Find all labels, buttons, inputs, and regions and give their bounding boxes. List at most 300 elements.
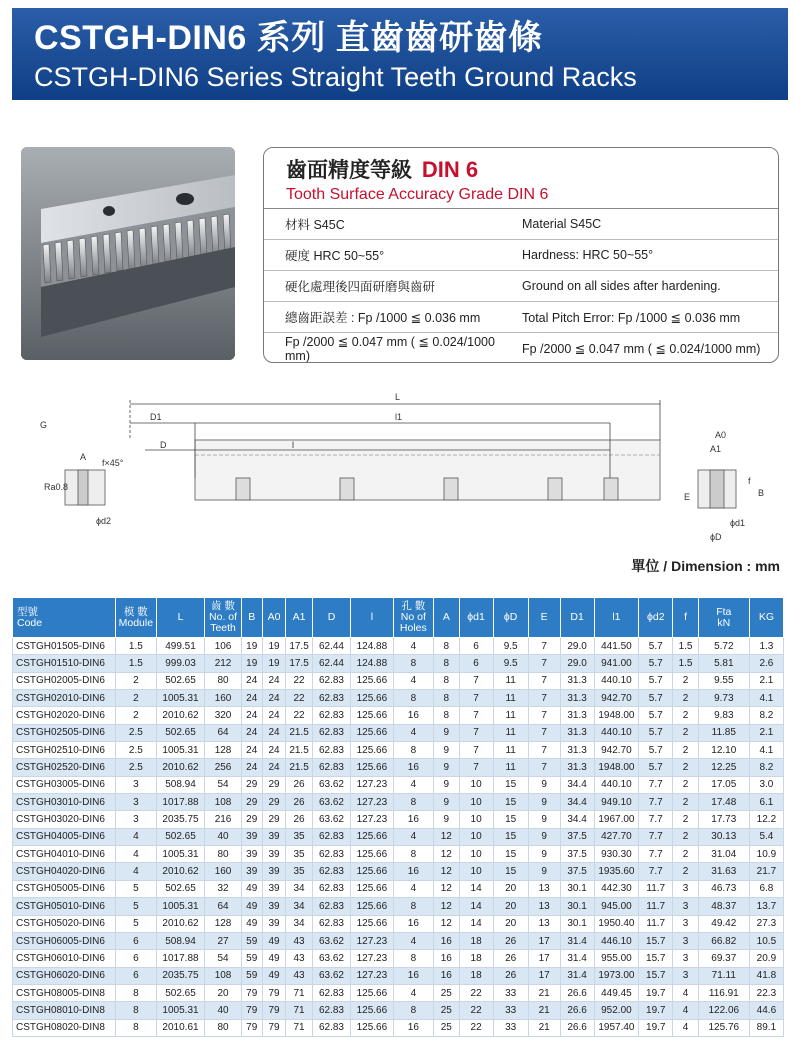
table-cell: 20.9 — [749, 950, 783, 967]
table-cell: 2 — [673, 690, 699, 707]
product-code-cell: CSTGH02005-DIN6 — [13, 672, 116, 689]
table-cell: 22 — [459, 1002, 493, 1019]
dim-fx45: f×45° — [102, 458, 124, 468]
table-cell: 7 — [528, 707, 560, 724]
table-cell: 440.10 — [594, 724, 639, 741]
table-cell: 63.62 — [312, 932, 350, 949]
table-cell: 26 — [493, 950, 528, 967]
table-cell: 9 — [528, 811, 560, 828]
table-cell: 71 — [286, 1019, 313, 1036]
table-cell: 33 — [493, 1002, 528, 1019]
table-cell: 2035.75 — [156, 967, 205, 984]
product-code-cell: CSTGH03020-DIN6 — [13, 811, 116, 828]
dim-A: A — [80, 452, 87, 462]
table-cell: 62.83 — [312, 742, 350, 759]
table-cell: 9 — [528, 863, 560, 880]
table-cell: 16 — [393, 967, 433, 984]
spec-zh: Fp /2000 ≦ 0.047 mm ( ≦ 0.024/1000 mm) — [285, 335, 495, 363]
table-cell: 26 — [493, 967, 528, 984]
table-cell: 3 — [116, 811, 156, 828]
table-row — [13, 690, 784, 707]
table-cell: 31.3 — [560, 759, 594, 776]
table-cell: 17 — [528, 932, 560, 949]
table-cell: 48.37 — [698, 898, 749, 915]
table-cell: 2 — [673, 707, 699, 724]
table-cell: 5.7 — [639, 655, 673, 672]
table-cell: 12 — [434, 828, 460, 845]
table-cell: 6 — [459, 638, 493, 655]
column-header — [262, 598, 285, 638]
table-cell: 11 — [493, 742, 528, 759]
table-cell: 8 — [116, 1019, 156, 1036]
column-header — [156, 598, 205, 638]
column-header-en: E — [540, 611, 548, 623]
table-cell: 1005.31 — [156, 742, 205, 759]
grade-din: DIN 6 — [421, 157, 479, 182]
table-cell: 22.3 — [749, 984, 783, 1001]
table-cell: 31.4 — [560, 950, 594, 967]
table-cell: 13 — [528, 915, 560, 932]
table-cell: 2.5 — [116, 759, 156, 776]
table-cell: 8 — [434, 638, 460, 655]
table-cell: 63.62 — [312, 776, 350, 793]
table-cell: 2 — [116, 690, 156, 707]
column-header-en: ϕd2 — [646, 611, 665, 623]
table-cell: 63.62 — [312, 950, 350, 967]
table-row — [13, 672, 784, 689]
table-cell: 955.00 — [594, 950, 639, 967]
table-cell: 449.45 — [594, 984, 639, 1001]
table-cell: 5.7 — [639, 759, 673, 776]
table-cell: 8 — [393, 950, 433, 967]
table-cell: 17 — [528, 967, 560, 984]
product-code-cell: CSTGH06020-DIN6 — [13, 967, 116, 984]
table-cell: 49 — [262, 967, 285, 984]
table-cell: 14 — [459, 898, 493, 915]
column-header — [13, 598, 116, 638]
table-cell: 125.66 — [351, 759, 394, 776]
table-cell: 14 — [459, 880, 493, 897]
table-row — [13, 967, 784, 984]
table-cell: 62.44 — [312, 655, 350, 672]
table-cell: 508.94 — [156, 776, 205, 793]
table-cell: 2 — [673, 811, 699, 828]
table-cell: 12 — [434, 846, 460, 863]
spec-en: Hardness: HRC 50~55° — [522, 248, 654, 262]
product-code-cell: CSTGH08005-DIN8 — [13, 984, 116, 1001]
table-cell: 39 — [262, 898, 285, 915]
table-cell: 16 — [434, 950, 460, 967]
table-cell: 7 — [528, 724, 560, 741]
spec-row — [264, 302, 778, 333]
table-cell: 62.83 — [312, 880, 350, 897]
table-cell: 31.63 — [698, 863, 749, 880]
table-cell: 125.66 — [351, 672, 394, 689]
table-cell: 16 — [434, 932, 460, 949]
table-cell: 125.66 — [351, 1002, 394, 1019]
table-cell: 11 — [493, 724, 528, 741]
product-code-cell: CSTGH02010-DIN6 — [13, 690, 116, 707]
spec-en: Total Pitch Error: Fp /1000 ≦ 0.036 mm — [522, 310, 741, 325]
table-row — [13, 950, 784, 967]
table-cell: 3 — [673, 898, 699, 915]
table-cell: 5.7 — [639, 638, 673, 655]
table-cell: 2.1 — [749, 724, 783, 741]
column-header — [241, 598, 262, 638]
table-cell: 21 — [528, 1019, 560, 1036]
table-cell: 5.7 — [639, 707, 673, 724]
table-cell: 22 — [459, 1019, 493, 1036]
column-header-en: ϕD — [503, 611, 518, 623]
table-cell: 22 — [459, 984, 493, 1001]
column-header — [434, 598, 460, 638]
table-cell: 29 — [241, 811, 262, 828]
ra-note: Ra0.8 — [44, 482, 69, 492]
table-body — [13, 638, 784, 1037]
table-cell: 15.7 — [639, 932, 673, 949]
table-cell: 2035.75 — [156, 811, 205, 828]
table-cell: 4 — [673, 984, 699, 1001]
table-cell: 499.51 — [156, 638, 205, 655]
table-cell: 20 — [493, 898, 528, 915]
table-cell: 1973.00 — [594, 967, 639, 984]
table-cell: 2 — [116, 672, 156, 689]
table-cell: 8 — [434, 672, 460, 689]
table-cell: 62.83 — [312, 690, 350, 707]
column-header — [673, 598, 699, 638]
table-cell: 29 — [262, 776, 285, 793]
table-cell: 31.04 — [698, 846, 749, 863]
table-cell: 79 — [262, 1019, 285, 1036]
table-row — [13, 776, 784, 793]
table-cell: 1935.60 — [594, 863, 639, 880]
product-code-cell: CSTGH05010-DIN6 — [13, 898, 116, 915]
table-cell: 9 — [434, 776, 460, 793]
table-cell: 19 — [262, 655, 285, 672]
table-cell: 3.0 — [749, 776, 783, 793]
table-cell: 49 — [241, 898, 262, 915]
table-cell: 25 — [434, 984, 460, 1001]
table-cell: 21.5 — [286, 742, 313, 759]
table-cell: 1.5 — [116, 655, 156, 672]
dim-l1: l1 — [395, 412, 403, 422]
table-cell: 2 — [673, 846, 699, 863]
table-cell: 18 — [459, 932, 493, 949]
dim-D1: D1 — [150, 412, 162, 422]
table-cell: 1.5 — [673, 638, 699, 655]
table-cell: 502.65 — [156, 828, 205, 845]
table-cell: 24 — [262, 707, 285, 724]
table-cell: 26 — [286, 776, 313, 793]
table-cell: 62.83 — [312, 1002, 350, 1019]
table-cell: 21.7 — [749, 863, 783, 880]
table-cell: 942.70 — [594, 690, 639, 707]
table-cell: 6 — [116, 950, 156, 967]
table-cell: 15 — [493, 811, 528, 828]
table-cell: 12.25 — [698, 759, 749, 776]
table-cell: 22 — [286, 690, 313, 707]
table-cell: 7 — [459, 742, 493, 759]
table-cell: 29.0 — [560, 655, 594, 672]
table-cell: 24 — [241, 672, 262, 689]
table-cell: 125.76 — [698, 1019, 749, 1036]
table-cell: 8 — [393, 1002, 433, 1019]
column-header — [560, 598, 594, 638]
table-cell: 442.30 — [594, 880, 639, 897]
datum-g: G — [40, 420, 48, 430]
table-cell: 62.83 — [312, 672, 350, 689]
dim-d2: ϕd2 — [96, 516, 112, 526]
table-cell: 8 — [116, 1002, 156, 1019]
table-cell: 12 — [434, 863, 460, 880]
column-header-en: l — [370, 611, 374, 623]
table-row — [13, 655, 784, 672]
column-header-zh: Fta — [716, 605, 732, 618]
table-cell: 18 — [459, 967, 493, 984]
table-cell: 124.88 — [351, 655, 394, 672]
table-cell: 4.1 — [749, 742, 783, 759]
table-cell: 3 — [673, 967, 699, 984]
column-header-en: ϕd1 — [467, 611, 485, 623]
spec-en: Ground on all sides after hardening. — [522, 279, 721, 293]
table-cell: 427.70 — [594, 828, 639, 845]
table-cell: 8 — [393, 690, 433, 707]
table-cell: 945.00 — [594, 898, 639, 915]
table-cell: 11.7 — [639, 915, 673, 932]
product-code-cell: CSTGH03010-DIN6 — [13, 794, 116, 811]
table-cell: 7 — [528, 742, 560, 759]
table-cell: 8 — [434, 655, 460, 672]
table-cell: 160 — [205, 690, 241, 707]
dim-B: B — [758, 488, 765, 498]
table-cell: 9.73 — [698, 690, 749, 707]
column-header — [116, 598, 156, 638]
table-cell: 31.3 — [560, 707, 594, 724]
table-cell: 15 — [493, 776, 528, 793]
table-cell: 15 — [493, 846, 528, 863]
table-cell: 39 — [241, 828, 262, 845]
table-cell: 1.3 — [749, 638, 783, 655]
table-cell: 930.30 — [594, 846, 639, 863]
table-cell: 7 — [528, 638, 560, 655]
table-cell: 122.06 — [698, 1002, 749, 1019]
table-cell: 8 — [393, 742, 433, 759]
table-cell: 125.66 — [351, 863, 394, 880]
table-cell: 62.83 — [312, 898, 350, 915]
table-cell: 21.5 — [286, 759, 313, 776]
table-cell: 63.62 — [312, 794, 350, 811]
table-cell: 39 — [262, 880, 285, 897]
table-cell: 125.66 — [351, 880, 394, 897]
table-cell: 4 — [673, 1002, 699, 1019]
table-cell: 7 — [459, 707, 493, 724]
table-cell: 12.10 — [698, 742, 749, 759]
table-cell: 952.00 — [594, 1002, 639, 1019]
table-cell: 4 — [393, 984, 433, 1001]
table-row — [13, 846, 784, 863]
table-cell: 11.7 — [639, 880, 673, 897]
table-cell: 31.4 — [560, 932, 594, 949]
table-cell: 125.66 — [351, 984, 394, 1001]
table-cell: 37.5 — [560, 828, 594, 845]
table-row — [13, 707, 784, 724]
table-cell: 4 — [116, 846, 156, 863]
table-cell: 5.7 — [639, 742, 673, 759]
column-header — [459, 598, 493, 638]
column-header-en: D1 — [570, 611, 584, 623]
table-cell: 37.5 — [560, 863, 594, 880]
table-row — [13, 638, 784, 655]
column-header — [594, 598, 639, 638]
table-cell: 62.83 — [312, 724, 350, 741]
table-cell: 34 — [286, 898, 313, 915]
table-cell: 15.7 — [639, 967, 673, 984]
table-cell: 80 — [205, 1019, 241, 1036]
table-cell: 64 — [205, 724, 241, 741]
table-row — [13, 724, 784, 741]
table-cell: 125.66 — [351, 915, 394, 932]
column-header-en: A — [442, 611, 450, 623]
spec-row — [264, 240, 778, 271]
table-cell: 108 — [205, 794, 241, 811]
table-cell: 9 — [528, 846, 560, 863]
dim-A0: A0 — [715, 430, 727, 440]
table-cell: 37.5 — [560, 846, 594, 863]
table-cell: 1967.00 — [594, 811, 639, 828]
table-cell: 17.5 — [286, 638, 313, 655]
column-header-en: A0 — [267, 611, 281, 623]
table-cell: 62.83 — [312, 846, 350, 863]
table-cell: 125.66 — [351, 742, 394, 759]
column-header — [493, 598, 528, 638]
table-cell: 9.5 — [493, 655, 528, 672]
table-cell: 2.5 — [116, 742, 156, 759]
table-row — [13, 828, 784, 845]
table-cell: 441.50 — [594, 638, 639, 655]
table-cell: 24 — [262, 690, 285, 707]
table-cell: 440.10 — [594, 672, 639, 689]
column-header — [312, 598, 350, 638]
table-cell: 21 — [528, 984, 560, 1001]
table-cell: 2 — [673, 794, 699, 811]
table-cell: 127.23 — [351, 967, 394, 984]
column-header — [639, 598, 673, 638]
table-cell: 7 — [459, 759, 493, 776]
table-cell: 3 — [673, 915, 699, 932]
table-row — [13, 811, 784, 828]
table-cell: 12.2 — [749, 811, 783, 828]
product-code-cell: CSTGH04020-DIN6 — [13, 863, 116, 880]
table-cell: 440.10 — [594, 776, 639, 793]
table-cell: 9 — [434, 794, 460, 811]
dim-phiD: ϕD — [710, 532, 722, 542]
table-cell: 7 — [528, 690, 560, 707]
table-cell: 124.88 — [351, 638, 394, 655]
table-cell: 127.23 — [351, 776, 394, 793]
table-cell: 29.0 — [560, 638, 594, 655]
table-cell: 30.1 — [560, 915, 594, 932]
unit-label: 單位 / Dimension : mm — [631, 558, 780, 574]
table-cell: 62.44 — [312, 638, 350, 655]
table-cell: 5 — [116, 880, 156, 897]
table-cell: 9 — [528, 776, 560, 793]
table-cell: 8.2 — [749, 707, 783, 724]
table-cell: 106 — [205, 638, 241, 655]
table-cell: 34.4 — [560, 811, 594, 828]
column-header-en: D — [327, 611, 336, 623]
table-cell: 125.66 — [351, 1019, 394, 1036]
table-cell: 13.7 — [749, 898, 783, 915]
product-code-cell: CSTGH03005-DIN6 — [13, 776, 116, 793]
column-header-en: Module — [118, 616, 154, 629]
header-banner — [12, 8, 788, 100]
column-header-en: l1 — [612, 611, 621, 623]
table-cell: 7 — [528, 672, 560, 689]
title-zh: CSTGH-DIN6 系列 直齒齒研齒條 — [34, 19, 543, 57]
table-cell: 5.7 — [639, 724, 673, 741]
column-header-en: kN — [717, 616, 731, 629]
table-cell: 4 — [116, 863, 156, 880]
column-header — [351, 598, 394, 638]
table-cell: 62.83 — [312, 707, 350, 724]
table-cell: 40 — [205, 1002, 241, 1019]
table-cell: 29 — [241, 794, 262, 811]
column-header — [205, 598, 241, 638]
table-cell: 24 — [262, 759, 285, 776]
table-cell: 8 — [434, 690, 460, 707]
table-cell: 30.13 — [698, 828, 749, 845]
table-cell: 2 — [673, 672, 699, 689]
table-cell: 9.83 — [698, 707, 749, 724]
spec-en: Fp /2000 ≦ 0.047 mm ( ≦ 0.024/1000 mm) — [522, 342, 761, 356]
table-cell: 34.4 — [560, 776, 594, 793]
product-code-cell: CSTGH06010-DIN6 — [13, 950, 116, 967]
table-cell: 127.23 — [351, 811, 394, 828]
table-cell: 16 — [393, 811, 433, 828]
table-cell: 4 — [116, 828, 156, 845]
column-header-en: No. of Teeth — [209, 611, 238, 634]
table-cell: 20 — [493, 915, 528, 932]
product-code-cell: CSTGH02510-DIN6 — [13, 742, 116, 759]
table-cell: 79 — [262, 1002, 285, 1019]
table-cell: 31.3 — [560, 742, 594, 759]
dim-E: E — [684, 492, 691, 502]
table-cell: 2 — [673, 759, 699, 776]
dim-D: D — [160, 440, 167, 450]
product-code-cell: CSTGH02505-DIN6 — [13, 724, 116, 741]
table-cell: 39 — [262, 828, 285, 845]
table-cell: 80 — [205, 672, 241, 689]
table-cell: 59 — [241, 967, 262, 984]
table-cell: 11 — [493, 690, 528, 707]
table-cell: 71.11 — [698, 967, 749, 984]
table-cell: 41.8 — [749, 967, 783, 984]
table-cell: 26.6 — [560, 1019, 594, 1036]
table-cell: 62.83 — [312, 915, 350, 932]
table-cell: 30.1 — [560, 898, 594, 915]
table-cell: 11.7 — [639, 898, 673, 915]
column-header-en: f — [684, 611, 687, 623]
table-cell: 7 — [528, 655, 560, 672]
table-cell: 4 — [393, 724, 433, 741]
table-cell: 160 — [205, 863, 241, 880]
table-cell: 2.6 — [749, 655, 783, 672]
table-cell: 4 — [393, 828, 433, 845]
table-cell: 502.65 — [156, 672, 205, 689]
table-cell: 7.7 — [639, 794, 673, 811]
table-row — [13, 759, 784, 776]
column-header-en: No of Holes — [399, 611, 427, 634]
